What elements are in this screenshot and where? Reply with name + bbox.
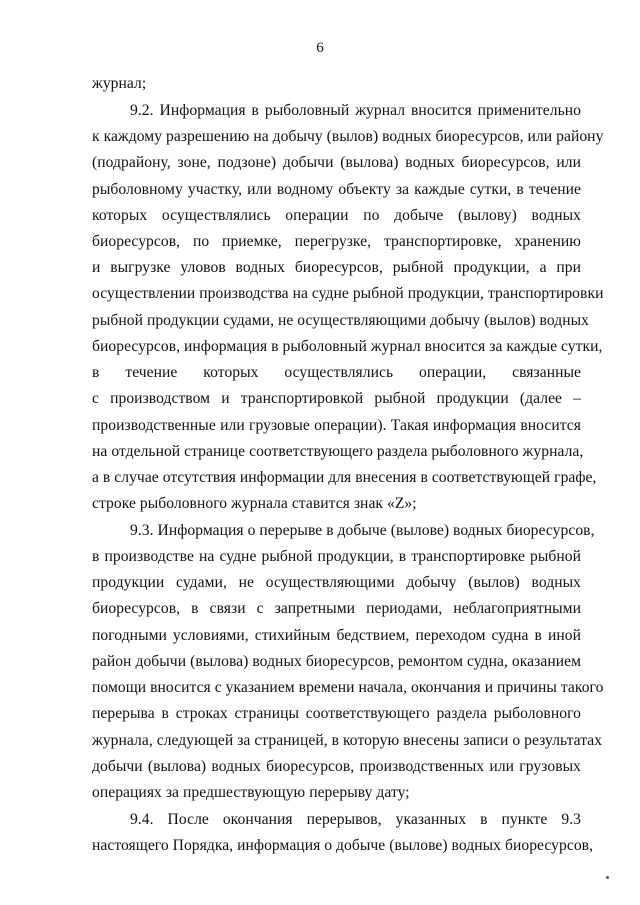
text-line: к каждому разрешению на добычу (вылов) водных биоресурсов, или району [92,128,604,145]
text-line: биоресурсов, информация в рыболовный журнал вносится за каждые сутки, [92,338,603,355]
text-line: производственные или грузовые операции). Такая информация вносится [92,417,581,434]
text-line: с производством и транспортировкой рыбной продукции (далее – [92,390,581,407]
text-line: осуществлении производства на судне рыбной продукции, транспортировки [92,285,604,302]
text-line: настоящего Порядка, информация о добыче (вылове) водных биоресурсов, [92,837,594,854]
text-line: биоресурсов, по приемке, перегрузке, транспортировке, хранению [92,233,581,250]
scan-speck [606,876,609,879]
text-line: добычи (вылова) водных биоресурсов, производственных или грузовых [92,758,581,775]
text-line: на отдельной странице соответствующего раздела рыболовного журнала, [92,443,584,460]
text-line: операциях за предшествующую перерыву дату; [92,784,410,801]
text-line: район добычи (вылова) водных биоресурсов, ремонтом судна, оказанием [92,653,581,670]
text-line: погодными условиями, стихийным бедствием, переходом судна в иной [92,627,581,644]
text-line: а в случае отсутствия информации для внесения в соответствующей графе, [92,469,597,486]
text-line: журнала, следующей за страницей, в которую внесены записи о результатах [92,732,603,749]
text-line: в течение которых осуществлялись операции, связанные [92,364,581,381]
text-line: 9.4. После окончания перерывов, указанных в пункте 9.3 [130,811,581,828]
page-number: 6 [316,40,324,56]
text-line: продукции судами, не осуществляющими добычу (вылов) водных [92,574,581,591]
text-line: которых осуществлялись операции по добыче (вылову) водных [92,207,581,224]
text-line: 9.2. Информация в рыболовный журнал вносится применительно [130,102,581,119]
text-line: рыболовному участку, или водному объекту за каждые сутки, в течение [92,181,581,198]
text-line: 9.3. Информация о перерыве в добыче (вылове) водных биоресурсов, [130,522,595,539]
text-line: в производстве на судне рыбной продукции, в транспортировке рыбной [92,548,581,565]
text-line: и выгрузке уловов водных биоресурсов, рыбной продукции, а при [92,259,581,276]
text-line: строке рыболовного журнала ставится знак «Z»; [92,495,417,512]
text-line: (подрайону, зоне, подзоне) добычи (вылова) водных биоресурсов, или [92,154,581,171]
text-line: помощи вносится с указанием времени начала, окончания и причины такого [92,679,604,696]
text-line: перерыва в строках страницы соответствующего раздела рыболовного [92,705,581,722]
text-line: журнал; [92,75,147,92]
text-line: биоресурсов, в связи с запретными периодами, неблагоприятными [92,600,581,617]
text-line: рыбной продукции судами, не осуществляющими добычу (вылов) водных [92,312,590,329]
